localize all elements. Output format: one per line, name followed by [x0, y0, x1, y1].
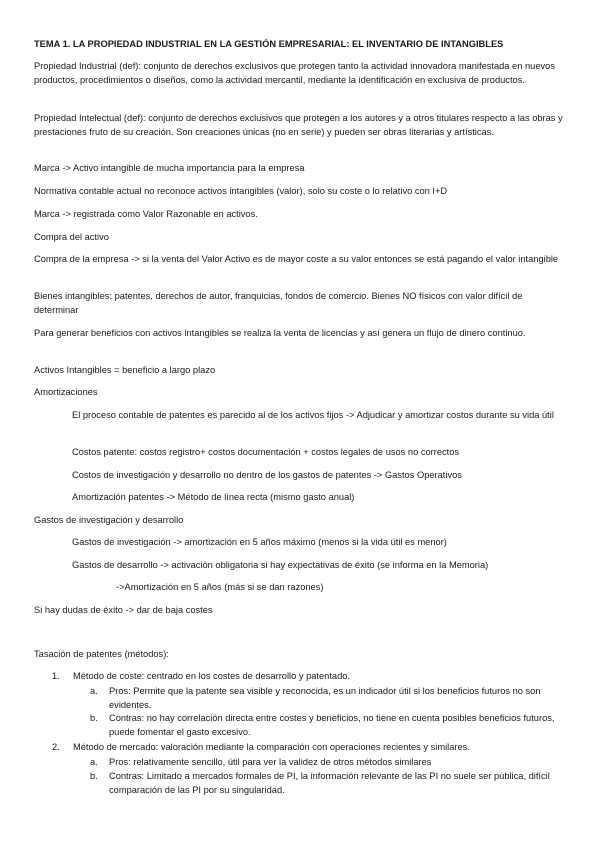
amortizacion-item: Amortización patentes -> Método de línea recta (mismo gasto anual): [72, 492, 355, 502]
gastos-item: Gastos de investigación -> amortización en 5 años máximo (menos si la vida útil es menor): [72, 537, 447, 547]
gastos-item: ->Amortización en 5 años (más si se dan razones): [116, 582, 324, 592]
list-number: 1.: [52, 671, 60, 681]
method-sub-text: Pros: relativamente sencillo, útil para ver la validez de otros métodos similares: [109, 757, 432, 767]
heading-compra-activo: Compra del activo: [34, 232, 109, 242]
gastos-item: Gastos de desarrollo -> activación obligatoria si hay expectativas de éxito (se informa en la Memoria): [72, 560, 489, 570]
note-marca-activo: Marca -> Activo intangible de mucha importancia para la empresa: [34, 163, 305, 173]
document-title: TEMA 1. LA PROPIEDAD INDUSTRIAL EN LA GESTIÓN EMPRESARIAL: EL INVENTARIO DE INTANGIBLES: [34, 39, 504, 49]
note-normativa-contable: Normativa contable actual no reconoce activos intangibles (valor), solo su coste o lo relativo con I+D: [34, 186, 448, 196]
list-letter: a.: [90, 686, 98, 696]
note-generar-beneficios: Para generar beneficios con activos intangibles se realiza la venta de licencias y así genera un flujo de dinero continuo.: [34, 328, 526, 338]
method-sub-text: Contras: Limitado a mercados formales de PI, la información relevante de las PI no suele ser pública, difícil comparación de las PI por su singularidad.: [109, 771, 550, 795]
method-sub-text: Contras: no hay correlación directa entre costes y beneficios, no tiene en cuenta posibles beneficios futuros, puede fomentar el gasto excesivo.: [109, 713, 555, 737]
heading-gastos-id: Gastos de investigación y desarrollo: [34, 515, 184, 525]
definition-industrial-property: Propiedad Industrial (def): conjunto de derechos exclusivos que protegen tanto la actividad innovadora manifestada en nuevos productos, procedimientos o diseños, como la actividad mercantil, mediante la identificación en exclusiva de productos.: [34, 61, 555, 85]
heading-tasacion-patentes: Tasación de patentes (métodos):: [34, 649, 169, 659]
amortizacion-item: Costos patente: costos registro+ costos documentación + costos legales de usos no correctos: [72, 447, 460, 457]
heading-amortizaciones: Amortizaciones: [34, 387, 98, 397]
method-text: Método de mercado: valoración mediante la comparación con operaciones recientes y similares.: [73, 742, 470, 752]
note-bienes-intangibles: Bienes intangibles: patentes, derechos de autor, franquicias, fondos de comercio. Bienes NO físicos con valor difícil de determinar: [34, 291, 523, 315]
note-marca-registrada: Marca -> registrada como Valor Razonable en activos.: [34, 209, 258, 219]
note-compra-empresa: Compra de la empresa -> si la venta del Valor Activo es de mayor coste a su valor entonces se está pagando el valor intangible: [34, 254, 559, 264]
amortizacion-item: El proceso contable de patentes es parecido al de los activos fijos -> Adjudicar y amortizar costos durante su vida útil: [72, 410, 554, 420]
method-sub-text: Pros: Permite que la patente sea visible y reconocida, es un indicador útil si los beneficios futuros no son evidentes.: [109, 686, 541, 710]
note-activos-intangibles: Activos Intangibles = beneficio a largo plazo: [34, 365, 216, 375]
list-number: 2.: [52, 742, 60, 752]
method-text: Método de coste: centrado en los costes de desarrollo y patentado.: [73, 671, 351, 681]
amortizacion-item: Costos de investigación y desarrollo no dentro de los gastos de patentes -> Gastos Operativos: [72, 470, 462, 480]
list-letter: b.: [90, 713, 98, 723]
list-letter: a.: [90, 757, 98, 767]
definition-intellectual-property: Propiedad Intelectual (def): conjunto de derechos exclusivos que protegen a los autores y a otros titulares respecto a las obras y prestaciones fruto de su creación. Son creaciones únicas (no en serie) y pueden ser obras literarias y artísticas.: [34, 113, 563, 137]
list-letter: b.: [90, 771, 98, 781]
note-dudas-exito: Si hay dudas de éxito -> dar de baja costes: [34, 605, 213, 615]
